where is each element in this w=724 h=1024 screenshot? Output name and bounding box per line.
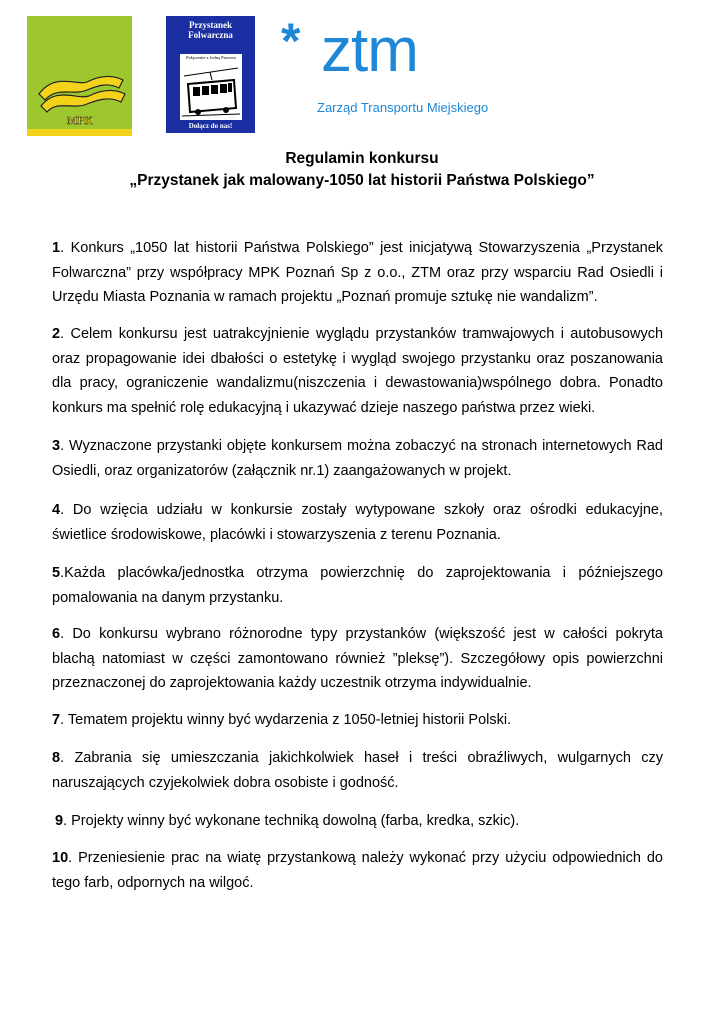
rule-text: Zabrania się umieszczania jakichkolwiek haseł i treści obraźliwych, wulgarnych czy naruszających czyjekolwiek dobra osobiste i godność. (52, 750, 663, 791)
rule-paragraph-7: 7. Tematem projektu winny być wydarzenia z 1050-letniej historii Polski. (52, 712, 512, 728)
rule-text: Wyznaczone przystanki objęte konkursem można zobaczyć na stronach internetowych Rad Osiedli, oraz organizatorów (załącznik nr.1) zaangażowanych w projekt. (52, 438, 663, 479)
rule-text: Do konkursu wybrano różnorodne typy przystanków (większość jest w całości pokryta blachą natomiast w części zamontowano również ”pleksę”). Szczegółowy opis powierzchni przeznaczonej do zaprojektowania każdy uczestnik otrzyma indywidualnie. (52, 626, 663, 692)
rule-number: 2 (52, 326, 61, 342)
rule-text: Każda placówka/jednostka otrzyma powierzchnię do zaprojektowania i późniejszego pomalowania na danym przystanku. (52, 565, 663, 606)
rule-number: 7 (52, 712, 61, 728)
rule-text: Tematem projektu winny być wydarzenia z 1050-letniej historii Polski. (67, 712, 512, 728)
ztm-star-icon: * (281, 13, 301, 69)
rule-paragraph-3: 3. Wyznaczone przystanki objęte konkursem można zobaczyć na stronach internetowych Rad Osiedli, oraz organizatorów (załącznik nr.1) zaangażowanych w projekt. (52, 438, 663, 479)
rule-paragraph-9: 9. Projekty winny być wykonane techniką dowolną (farba, kredka, szkic). (55, 813, 520, 829)
rule-number: 5 (52, 565, 61, 581)
folwarczna-image-box (180, 54, 242, 120)
folwarczna-title-line1: Przystanek (189, 20, 232, 30)
rule-text: Projekty winny być wykonane techniką dowolną (farba, kredka, szkic). (71, 813, 520, 829)
document-title: Regulamin konkursu (285, 150, 439, 167)
rule-paragraph-5: 5.Każda placówka/jednostka otrzyma powierzchnię do zaprojektowania i późniejszego pomalowania na danym przystanku. (52, 565, 663, 606)
mpk-logo-text: MPK (67, 115, 93, 127)
folwarczna-join-text: Dołącz do nas! (188, 122, 233, 130)
ztm-wordmark: ztm (321, 16, 418, 85)
mpk-wave-icon (27, 16, 132, 129)
rule-paragraph-4: 4. Do wzięcia udziału w konkursie zostały wytypowane szkoły oraz ośrodki edukacyjne, świetlice środowiskowe, placówki i stowarzyszenia z terenu Poznania. (52, 502, 663, 543)
rule-paragraph-10: 10. Przeniesienie prac na wiatę przystankową należy wykonać przy użyciu odpowiednich do tego farb, odpornych na wilgoć. (52, 850, 663, 891)
folwarczna-title-line2: Folwarczna (188, 30, 233, 40)
rule-number: 4 (52, 502, 61, 518)
rule-text: Celem konkursu jest uatrakcyjnienie wyglądu przystanków tramwajowych i autobusowych oraz propagowanie idei dbałości o estetykę i wygląd swojego przystanku oraz poszanowania dla pracy, ograniczenie wandalizmu(niszczenia i dewastowania)wspólnego dobra. Ponadto konkurs ma spełnić rolę edukacyjną i ukazywać dzieje naszego państwa przez wieki. (52, 326, 664, 417)
document-subtitle: „Przystanek jak malowany-1050 lat historii Państwa Polskiego” (129, 172, 595, 189)
tram-icon (180, 54, 242, 120)
folwarczna-subtitle: Połączenie z Jedną Prawem (186, 55, 236, 60)
rule-paragraph-6: 6. Do konkursu wybrano różnorodne typy przystanków (większość jest w całości pokryta blachą natomiast w części zamontowano również ”pleksę”). Szczegółowy opis powierzchni przeznaczonej do zaprojektowania każdy uczestnik otrzyma indywidualnie. (52, 626, 663, 692)
rule-number: 6 (52, 626, 61, 642)
rule-paragraph-2: 2. Celem konkursu jest uatrakcyjnienie wyglądu przystanków tramwajowych i autobusowych oraz propagowanie idei dbałości o estetykę i wygląd swojego przystanku oraz poszanowania dla pracy, ograniczenie wandalizmu(niszczenia i dewastowania)wspólnego dobra. Ponadto konkurs ma spełnić rolę edukacyjną i ukazywać dzieje naszego państwa przez wieki. (52, 326, 664, 417)
rule-number: 3 (52, 438, 61, 454)
rule-number: 8 (52, 750, 61, 766)
mpk-logo (27, 16, 132, 136)
ztm-logo (281, 13, 489, 126)
rule-number: 10 (52, 850, 69, 866)
mpk-yellow-strip (27, 129, 132, 136)
rule-text: Przeniesienie prac na wiatę przystankową należy wykonać przy użyciu odpowiednich do tego farb, odpornych na wilgoć. (52, 850, 663, 891)
przystanek-folwarczna-logo (166, 16, 255, 133)
rule-number: 9 (55, 813, 64, 829)
rule-number: 1 (52, 240, 61, 256)
ztm-tagline: Zarząd Transportu Miejskiego (317, 100, 489, 115)
rule-text: Do wzięcia udziału w konkursie zostały wytypowane szkoły oraz ośrodki edukacyjne, świetlice środowiskowe, placówki i stowarzyszenia z terenu Poznania. (52, 502, 663, 543)
rule-text: Konkurs „1050 lat historii Państwa Polskiego” jest inicjatywą Stowarzyszenia „Przystanek Folwarczna” przy współpracy MPK Poznań Sp z o.o., ZTM oraz przy wsparciu Rad Osiedli i Urzędu Miasta Poznania w ramach projektu „Poznań promuje sztukę nie wandalizm”. (52, 240, 664, 306)
rule-paragraph-1: 1. Konkurs „1050 lat historii Państwa Polskiego” jest inicjatywą Stowarzyszenia „Przystanek Folwarczna” przy współpracy MPK Poznań Sp z o.o., ZTM oraz przy wsparciu Rad Osiedli i Urzędu Miasta Poznania w ramach projektu „Poznań promuje sztukę nie wandalizm”. (52, 240, 664, 306)
rule-paragraph-8: 8. Zabrania się umieszczania jakichkolwiek haseł i treści obraźliwych, wulgarnych czy naruszających czyjekolwiek dobra osobiste i godność. (52, 750, 663, 791)
